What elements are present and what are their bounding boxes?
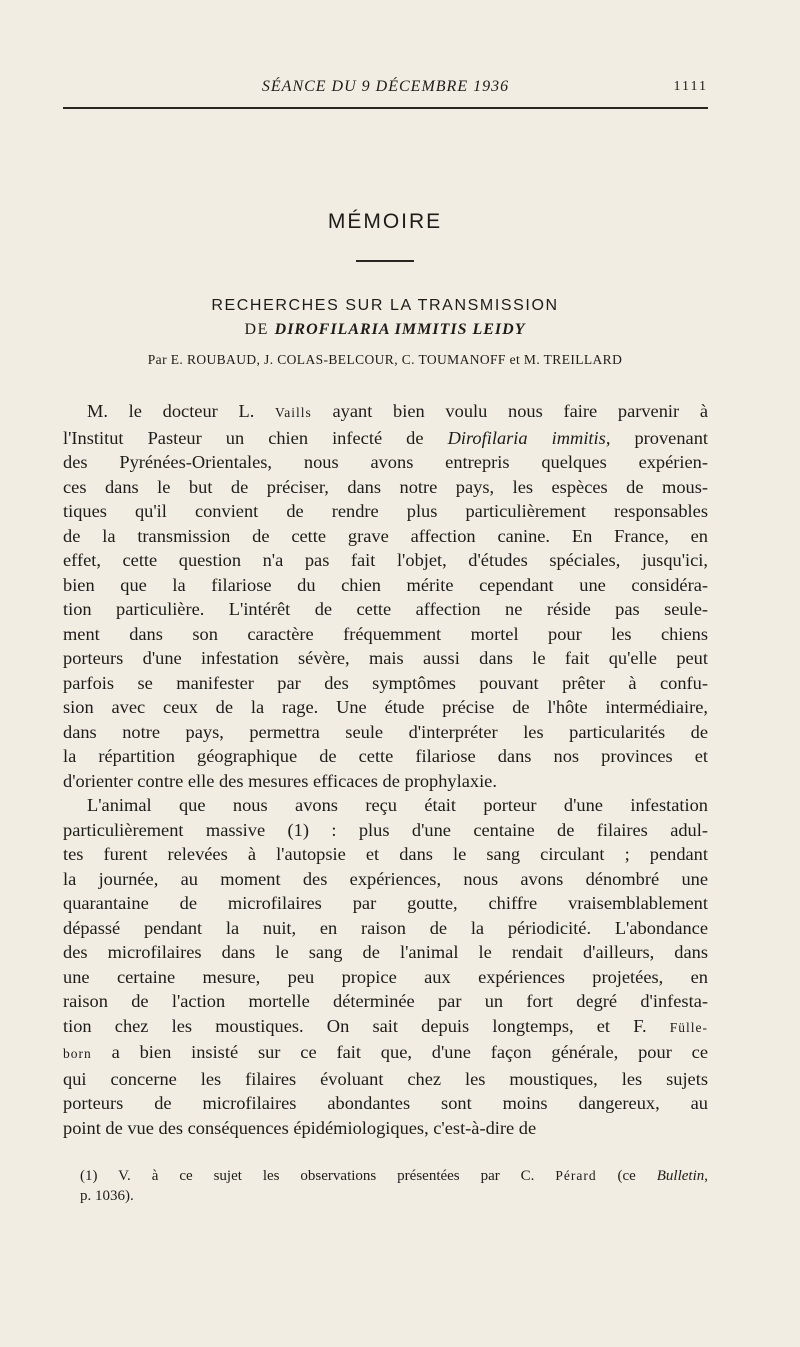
footnote-text-b: (ce xyxy=(596,1168,657,1184)
text-run: point de vue des conséquences épidémiologiques, c'est-à-dire de xyxy=(63,1117,537,1138)
text-line xyxy=(63,622,708,647)
paragraph-2 xyxy=(63,793,708,1140)
text-run: tion chez les moustiques. On sait depuis longtemps, et F. xyxy=(63,1015,670,1036)
text-run: des Pyrénées-Orientales, nous avons entrepris quelques expérien- xyxy=(63,452,708,472)
author-name: Vaills xyxy=(275,405,312,420)
running-head xyxy=(63,78,708,102)
author-name: born xyxy=(63,1046,92,1061)
text-run: sion avec ceux de la rage. Une étude précise de l'hôte intermédiaire, xyxy=(63,697,708,717)
text-run: particulièrement massive (1) : plus d'une centaine de filaires adul- xyxy=(63,819,708,840)
text-line xyxy=(63,475,708,500)
text-line xyxy=(63,646,708,671)
section-title: MÉMOIRE xyxy=(327,210,443,233)
author-name: Fülle- xyxy=(669,1019,708,1035)
text-run: porteurs de microfilaires abondantes sont moins dangereux, au xyxy=(63,1093,708,1113)
text-line xyxy=(63,1116,708,1141)
section-divider xyxy=(356,260,414,262)
article-title-line1: RECHERCHES SUR LA TRANSMISSION xyxy=(211,297,559,314)
footnote xyxy=(80,1166,708,1206)
footnote-journal: Bulletin xyxy=(656,1168,705,1184)
article-title xyxy=(0,294,770,342)
text-run: d'orienter contre elle des mesures efficaces de prophylaxie. xyxy=(63,770,497,791)
text-run: ment dans son caractère fréquemment mortel pour les chiens xyxy=(63,623,708,644)
article-title-prefix: DE xyxy=(244,321,270,338)
authors-line xyxy=(0,352,770,368)
text-run: la répartition géographique de cette filariose dans nos provinces et xyxy=(63,746,708,766)
text-line xyxy=(63,940,708,965)
text-line xyxy=(63,965,708,990)
text-run: des microfilaires dans le sang de l'animal le rendait d'ailleurs, dans xyxy=(63,942,708,962)
article-title-line2 xyxy=(0,318,770,342)
footnote-text-c: , xyxy=(704,1168,709,1184)
page-number: 1111 xyxy=(673,79,708,94)
text-run: l'Institut Pasteur un chien infecté de xyxy=(63,427,448,448)
text-run: a bien insisté sur ce fait que, d'une façon générale, pour ce xyxy=(91,1042,708,1062)
text-run: tes furent relevées à l'autopsie et dans le sang circulant ; pendant xyxy=(63,844,708,864)
paragraph-1 xyxy=(63,399,708,793)
text-line xyxy=(63,842,708,867)
footnote-line-2: p. 1036). xyxy=(80,1188,134,1204)
text-line xyxy=(63,597,708,622)
text-run: ces dans le but de préciser, dans notre pays, les espèces de mous- xyxy=(63,476,708,497)
text-line xyxy=(63,399,708,426)
text-line xyxy=(63,720,708,745)
species-name: DIROFILARIA IMMITIS LEIDY xyxy=(274,321,526,338)
text-line xyxy=(63,695,708,720)
text-line xyxy=(63,1014,708,1041)
text-run: quarantaine de microfilaires par goutte, chiffre vraisemblablement xyxy=(63,893,708,913)
text-line xyxy=(63,744,708,769)
text-run: , provenant xyxy=(605,427,708,448)
body-text xyxy=(63,399,708,1140)
text-line xyxy=(63,989,708,1014)
text-line xyxy=(63,524,708,549)
authors-names: E. ROUBAUD, J. COLAS-BELCOUR, C. TOUMANOFF et M. TREILLARD xyxy=(170,352,623,367)
text-line xyxy=(63,499,708,524)
text-run: M. le docteur L. xyxy=(87,401,276,421)
text-line xyxy=(63,450,708,475)
text-line xyxy=(63,548,708,573)
text-line xyxy=(63,916,708,941)
text-line xyxy=(63,1040,708,1067)
text-line xyxy=(63,818,708,843)
text-run: effet, cette question n'a pas fait l'objet, d'études spéciales, jusqu'ici, xyxy=(63,550,708,570)
footnote-line-1 xyxy=(80,1166,708,1186)
text-run: raison de l'action mortelle déterminée par un fort degré d'infesta- xyxy=(63,991,708,1011)
text-run: L'animal que nous avons reçu était porteur d'une infestation xyxy=(87,795,708,815)
text-line xyxy=(63,769,708,794)
text-run: de la transmission de cette grave affection canine. En France, en xyxy=(63,525,708,546)
text-run: dépassé pendant la nuit, en raison de la périodicité. L'abondance xyxy=(63,917,708,938)
text-run: qui concerne les filaires évoluant chez les moustiques, les sujets xyxy=(63,1068,708,1089)
text-line xyxy=(63,891,708,916)
text-run: bien que la filariose du chien mérite cependant une considéra- xyxy=(63,574,708,595)
header-rule xyxy=(63,107,708,109)
text-run: dans notre pays, permettra seule d'interpréter les particularités de xyxy=(63,721,708,742)
text-line xyxy=(63,1067,708,1092)
running-title: SÉANCE DU 9 DÉCEMBRE 1936 xyxy=(261,78,510,95)
text-line xyxy=(63,426,708,451)
text-run: tion particulière. L'intérêt de cette affection ne réside pas seule- xyxy=(63,599,708,619)
text-line xyxy=(63,793,708,818)
text-line xyxy=(63,867,708,892)
text-run: une certaine mesure, peu propice aux expériences projetées, en xyxy=(63,966,708,987)
footnote-text-a: (1) V. à ce sujet les observations présentées par C. xyxy=(80,1168,556,1184)
text-line xyxy=(63,573,708,598)
text-line xyxy=(63,1091,708,1116)
text-run: parfois se manifester par des symptômes pouvant prêter à confu- xyxy=(63,672,708,693)
species-name-inline: Dirofilaria immitis xyxy=(447,427,606,448)
text-run: porteurs d'une infestation sévère, mais aussi dans le fait qu'elle peut xyxy=(63,648,708,668)
footnote-author: Pérard xyxy=(555,1168,597,1183)
text-line xyxy=(63,671,708,696)
authors-prefix: Par xyxy=(147,352,167,367)
text-run: la journée, au moment des expériences, nous avons dénombré une xyxy=(63,868,708,889)
text-run: ayant bien voulu nous faire parvenir à xyxy=(311,401,709,421)
text-run: tiques qu'il convient de rendre plus particulièrement responsables xyxy=(63,501,708,521)
